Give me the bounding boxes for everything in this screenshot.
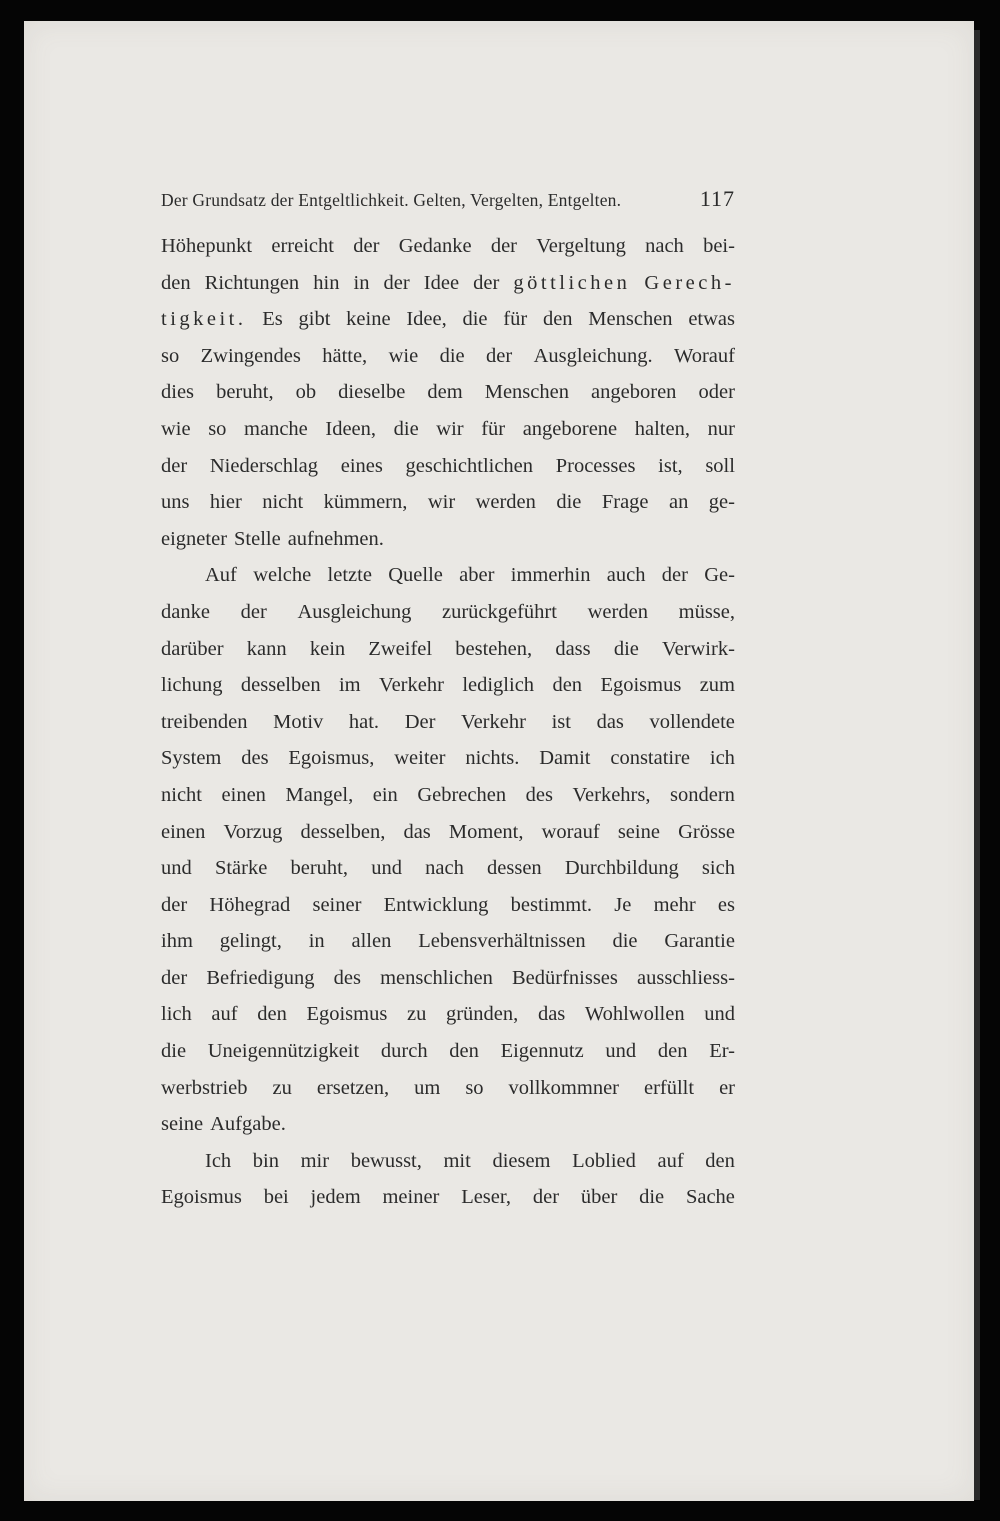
word: den — [552, 674, 583, 697]
word: ge- — [708, 491, 735, 514]
word: Vorzug — [223, 820, 283, 843]
word: der — [161, 966, 188, 989]
word: die — [462, 308, 488, 331]
text-line — [161, 960, 735, 997]
word: Moment, — [448, 820, 524, 843]
word: Mangel, — [285, 783, 354, 806]
word: den — [657, 1040, 688, 1063]
word: Uneigennützigkeit — [207, 1040, 360, 1063]
word: mehr — [653, 893, 696, 916]
word: Menschen — [588, 308, 673, 331]
word: etwas — [688, 308, 735, 331]
word: der — [240, 600, 267, 623]
word: aber — [459, 564, 495, 587]
word: der — [161, 454, 188, 477]
text-line — [161, 740, 735, 777]
word: danke — [161, 600, 210, 623]
word: er — [719, 1076, 735, 1099]
word: jedem — [310, 1186, 361, 1209]
word: durch — [380, 1040, 428, 1063]
page-number: 117 — [699, 186, 735, 211]
word: und — [605, 1040, 637, 1063]
word: der — [486, 344, 513, 367]
word: der — [473, 271, 500, 294]
text-line — [161, 814, 735, 851]
word: bestehen, — [455, 637, 533, 660]
word: nicht — [262, 491, 304, 514]
word: das — [537, 1003, 566, 1026]
word: der — [383, 271, 410, 294]
word: erreicht — [271, 235, 334, 257]
word: um — [414, 1076, 441, 1099]
word: des — [525, 783, 553, 806]
word: so — [161, 344, 180, 367]
word: angeboren — [591, 381, 677, 404]
word: gründen, — [445, 1003, 519, 1026]
word: Durchbildung — [564, 857, 679, 880]
text-line — [161, 338, 735, 375]
word: desselben, — [300, 820, 386, 843]
word: kümmern, — [323, 491, 408, 514]
word: bei- — [703, 235, 735, 257]
running-head — [161, 186, 735, 216]
word: bewusst, — [350, 1149, 422, 1172]
text-line — [161, 521, 735, 558]
word: Quelle — [388, 564, 443, 587]
word: darüber — [161, 637, 224, 660]
word: das — [596, 710, 624, 733]
word: weiter — [394, 747, 446, 770]
word: hat. — [348, 710, 380, 733]
word: menschlichen — [380, 966, 493, 989]
running-head-title: Der Grundsatz der Entgeltlichkeit. Gelten, Vergelten, Entgelten. — [161, 190, 622, 210]
word: die — [613, 637, 639, 660]
word: für — [481, 417, 506, 440]
word: in — [308, 930, 325, 953]
word: tigkeit. — [161, 308, 247, 331]
word: Idee — [423, 271, 460, 294]
word: zurückgeführt — [441, 600, 557, 623]
word: den — [257, 1003, 287, 1026]
word: lediglich — [462, 674, 535, 697]
word: angeborene — [522, 417, 618, 440]
word: die — [161, 1040, 187, 1063]
word: immerhin — [510, 564, 591, 587]
word: ist, — [658, 454, 683, 477]
word: beruht, — [216, 381, 274, 404]
word: für — [503, 308, 528, 331]
word: nach — [645, 235, 684, 257]
word: zu — [406, 1003, 427, 1026]
text-line — [161, 1179, 735, 1216]
word: Aufgabe. — [210, 1113, 286, 1136]
word: Egoismus — [600, 674, 682, 697]
word: auf — [211, 1003, 238, 1026]
word: ersetzen, — [316, 1076, 390, 1099]
word: Loblied — [572, 1149, 636, 1172]
word: seine — [617, 820, 660, 843]
text-block — [161, 186, 735, 1216]
word: dem — [427, 381, 463, 404]
word: nichts. — [465, 747, 520, 770]
word: der — [532, 1186, 560, 1209]
word: Egoismus, — [288, 747, 375, 770]
word: nach — [425, 857, 464, 880]
word: die — [612, 930, 638, 953]
word: bei — [263, 1186, 289, 1209]
word: Verkehr — [379, 674, 444, 697]
word: Vergeltung — [536, 235, 626, 257]
word: den — [161, 271, 191, 294]
word: die — [639, 1186, 665, 1209]
word: den — [542, 308, 573, 331]
word: und — [161, 857, 192, 880]
word: geschichtlichen — [405, 454, 534, 477]
word: Eigennutz — [500, 1040, 584, 1063]
text-line — [161, 374, 735, 411]
word: Je — [614, 893, 632, 916]
text-line — [161, 1143, 735, 1180]
word: kein — [309, 637, 346, 660]
word: auch — [606, 564, 646, 587]
text-line — [161, 704, 735, 741]
word: Worauf — [673, 344, 735, 367]
word: manche — [244, 417, 308, 440]
word: Sache — [685, 1186, 735, 1209]
body-text — [161, 228, 735, 1216]
word: Befriedigung — [206, 966, 315, 989]
word: bin — [252, 1149, 279, 1172]
word: an — [668, 491, 689, 514]
word: hin — [313, 271, 340, 294]
word: so — [208, 417, 227, 440]
word: Ideen, — [325, 417, 377, 440]
word: allen — [351, 930, 392, 953]
word: Es — [262, 308, 283, 331]
word: seine — [161, 1113, 204, 1136]
word: eines — [340, 454, 383, 477]
word: Er- — [709, 1040, 735, 1063]
text-line — [161, 777, 735, 814]
word: der — [161, 893, 188, 916]
text-line — [161, 594, 735, 631]
word: der — [490, 235, 517, 257]
word: dies — [161, 381, 195, 404]
word: Processes — [555, 454, 636, 477]
word: beruht, — [290, 857, 348, 880]
word: mit — [443, 1149, 471, 1172]
text-line — [161, 448, 735, 485]
word: letzte — [327, 564, 372, 587]
word: Verwirk- — [662, 637, 735, 660]
word: erfüllt — [643, 1076, 695, 1099]
word: Verkehrs, — [572, 783, 651, 806]
word: den — [449, 1040, 479, 1063]
word: die — [439, 344, 465, 367]
word: müsse, — [678, 600, 735, 623]
word: im — [338, 674, 361, 697]
word: seiner — [312, 893, 362, 916]
word: Garantie — [664, 930, 735, 953]
word: sondern — [670, 783, 735, 806]
word: Verkehr — [461, 710, 526, 733]
word: dessen — [487, 857, 542, 880]
word: Ge- — [704, 564, 735, 587]
word: wie — [161, 417, 191, 440]
word: oder — [698, 381, 735, 404]
word: auf — [657, 1149, 684, 1172]
text-line — [161, 1070, 735, 1107]
text-line — [161, 1033, 735, 1070]
word: das — [403, 820, 431, 843]
word: wie — [388, 344, 419, 367]
word: zum — [699, 674, 735, 697]
word: des — [333, 966, 361, 989]
word: Grösse — [678, 820, 735, 843]
word: der — [353, 235, 380, 257]
word: vollkommner — [508, 1076, 619, 1099]
word: soll — [705, 454, 735, 477]
word: einen — [161, 820, 206, 843]
word: ausschliess- — [637, 966, 735, 989]
word: ob — [295, 381, 317, 404]
word: Zweifel — [368, 637, 433, 660]
word: einen — [221, 783, 266, 806]
word: Idee, — [406, 308, 447, 331]
word: ihm — [161, 930, 193, 953]
word: mir — [300, 1149, 330, 1172]
word: Höhepunkt — [161, 235, 253, 257]
word: wir — [427, 491, 456, 514]
word: sich — [701, 857, 735, 880]
word: aufnehmen. — [287, 527, 384, 550]
word: uns — [161, 491, 190, 514]
word: Auf — [205, 564, 237, 587]
word: göttlichen — [513, 271, 631, 294]
word: Egoismus — [306, 1003, 388, 1026]
word: Stärke — [214, 857, 268, 880]
word: gibt — [298, 308, 331, 331]
word: den — [705, 1149, 735, 1172]
word: hier — [209, 491, 242, 514]
text-line — [161, 667, 735, 704]
word: nur — [707, 417, 735, 440]
word: eigneter — [161, 527, 228, 550]
word: zu — [272, 1076, 292, 1099]
word: und — [704, 1003, 735, 1026]
word: constatire — [610, 747, 691, 770]
word: Richtungen — [204, 271, 300, 294]
text-line — [161, 1106, 735, 1143]
word: Menschen — [484, 381, 569, 404]
text-line — [161, 265, 735, 302]
word: meiner — [382, 1186, 440, 1209]
text-line — [161, 850, 735, 887]
word: Egoismus — [161, 1186, 242, 1209]
word: Gedanke — [398, 235, 472, 257]
word: worauf — [541, 820, 600, 843]
word: lich — [161, 1003, 192, 1026]
word: Ausgleichung. — [533, 344, 653, 367]
text-line — [161, 923, 735, 960]
word: dieselbe — [338, 381, 406, 404]
word: vollendete — [649, 710, 735, 733]
word: Gerech- — [644, 271, 735, 294]
word: Gebrechen — [417, 783, 507, 806]
word: bestimmt. — [510, 893, 593, 916]
text-line — [161, 301, 735, 338]
word: Damit — [539, 747, 591, 770]
word: diesem — [492, 1149, 551, 1172]
word: nicht — [161, 783, 202, 806]
word: es — [717, 893, 735, 916]
word: und — [371, 857, 402, 880]
word: Lebensverhältnissen — [418, 930, 586, 953]
word: Zwingendes — [200, 344, 301, 367]
text-line — [161, 631, 735, 668]
word: Wohlwollen — [584, 1003, 685, 1026]
word: Ich — [205, 1149, 232, 1172]
word: halten, — [634, 417, 690, 440]
text-line — [161, 887, 735, 924]
word: werbstrieb — [161, 1076, 248, 1099]
word: System — [161, 747, 222, 770]
word: werden — [587, 600, 648, 623]
word: dass — [555, 637, 591, 660]
word: Stelle — [234, 527, 281, 550]
word: lichung — [161, 674, 223, 697]
word: treibenden — [161, 710, 248, 733]
word: Leser, — [461, 1186, 512, 1209]
word: Entwicklung — [383, 893, 489, 916]
word: Frage — [601, 491, 649, 514]
word: Höhegrad — [209, 893, 291, 916]
word: über — [580, 1186, 618, 1209]
text-line — [161, 557, 735, 594]
word: gelingt, — [219, 930, 282, 953]
word: Niederschlag — [209, 454, 319, 477]
text-line — [161, 996, 735, 1033]
word: ist — [551, 710, 571, 733]
word: ein — [372, 783, 398, 806]
word: wir — [436, 417, 464, 440]
word: ich — [709, 747, 735, 770]
word: in — [353, 271, 370, 294]
text-line — [161, 484, 735, 521]
word: keine — [346, 308, 391, 331]
text-line — [161, 411, 735, 448]
word: werden — [475, 491, 536, 514]
word: Motiv — [273, 710, 324, 733]
word: welche — [253, 564, 312, 587]
word: so — [465, 1076, 484, 1099]
word: des — [241, 747, 269, 770]
word: Ausgleichung — [297, 600, 412, 623]
word: Bedürfnisses — [511, 966, 618, 989]
text-line — [161, 228, 735, 265]
word: kann — [246, 637, 287, 660]
word: hätte, — [322, 344, 368, 367]
word: Der — [404, 710, 436, 733]
word: die — [393, 417, 419, 440]
word: die — [556, 491, 582, 514]
word: der — [661, 564, 688, 587]
word: desselben — [240, 674, 321, 697]
